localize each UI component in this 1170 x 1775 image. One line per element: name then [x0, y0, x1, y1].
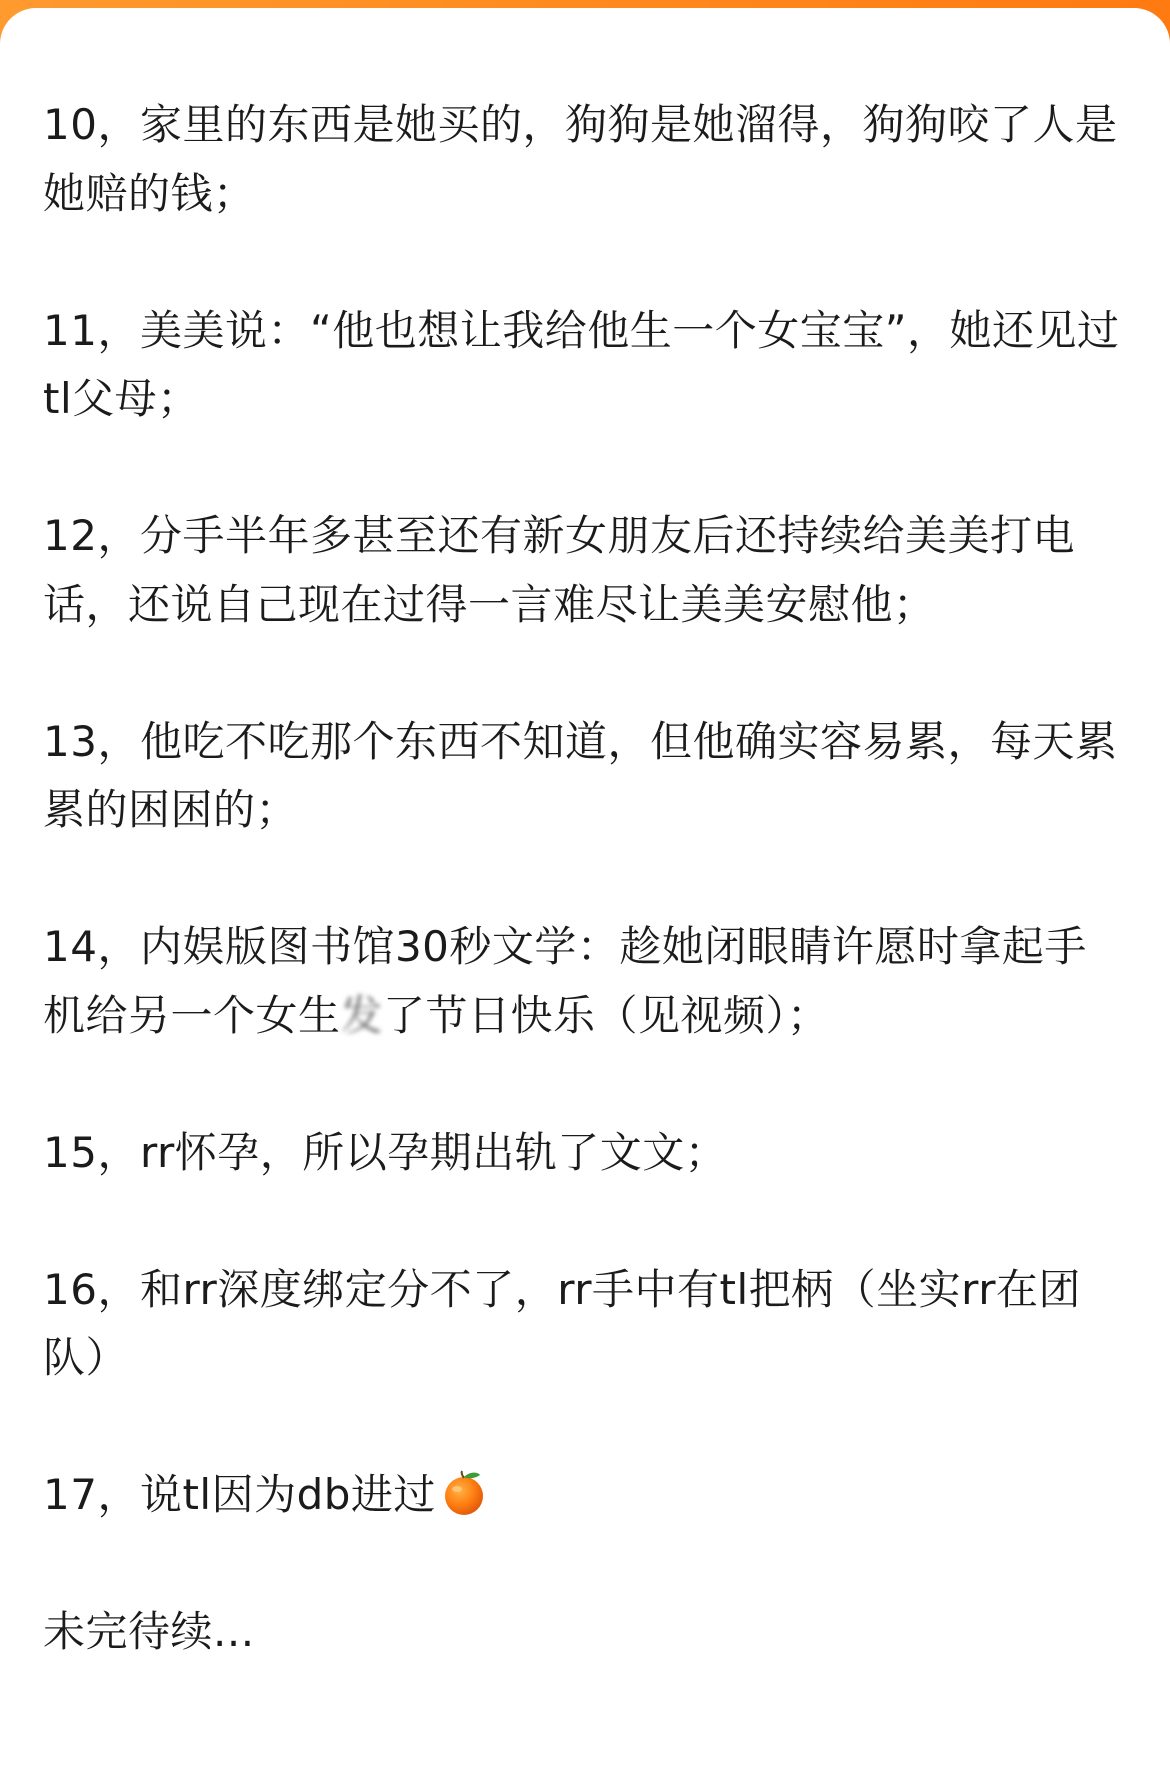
list-item-12: 12，分手半年多甚至还有新女朋友后还持续给美美打电话，还说自己现在过得一言难尽让美美安慰他； [43, 511, 1075, 629]
paragraph-gap [43, 1187, 1123, 1256]
paragraph-gap [43, 1393, 1123, 1462]
paragraph-gap [43, 639, 1123, 708]
list-item-14 [43, 913, 1123, 1050]
list-item-14-text-before: 14，内娱版图书馆30秒文学：趁她闭眼睛许愿时拿起手机给另一个女生 [43, 922, 1087, 1040]
paragraph-gap [43, 845, 1123, 914]
paragraph-gap [43, 1050, 1123, 1119]
post-body [43, 91, 1123, 1667]
list-item-11: 11，美美说：“他也想让我给他生一个女宝宝”，她还见过tl父母； [43, 305, 1120, 423]
blurred-character: 发 [340, 990, 384, 1040]
paragraph-gap [43, 1530, 1123, 1599]
post-card [0, 8, 1170, 1775]
list-item-16: 16，和rr深度绑定分不了，rr手中有tl把柄（坐实rr在团队） [43, 1264, 1081, 1382]
continued-note: 未完待续... [43, 1607, 255, 1656]
list-item-17 [43, 1461, 1123, 1530]
paragraph-gap [43, 228, 1123, 297]
list-item-15: 15，rr怀孕，所以孕期出轨了文文； [43, 1127, 728, 1177]
paragraph-gap [43, 434, 1123, 503]
list-item-17-text: 17，说tl因为db进过 [43, 1470, 436, 1519]
tangerine-icon [440, 1469, 488, 1517]
list-item-10: 10，家里的东西是她买的，狗狗是她溜得，狗狗咬了人是她赔的钱； [43, 100, 1118, 218]
list-item-13: 13，他吃不吃那个东西不知道，但他确实容易累，每天累累的困困的； [43, 716, 1118, 834]
list-item-14-text-after: 了节日快乐（见视频）； [383, 990, 830, 1040]
